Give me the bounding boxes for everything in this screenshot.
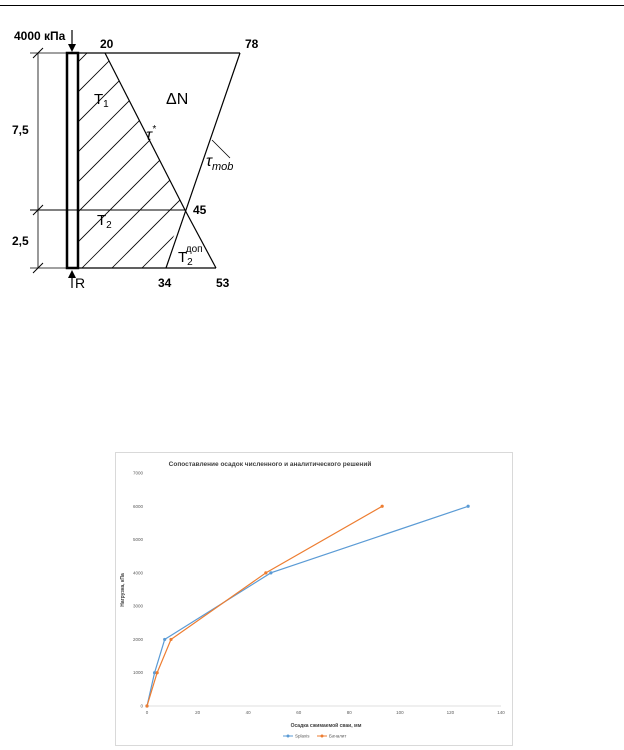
middle-value: 45: [193, 203, 207, 217]
t2-label: $T_2$: [97, 212, 112, 231]
pile-load-diagram: [0, 0, 300, 300]
tau-star-label: τ*: [146, 124, 156, 144]
chart-legend: [283, 734, 346, 739]
y-tick-label: 4000: [132, 570, 143, 576]
x-tick-label: 140: [497, 710, 505, 715]
series-point-1: [269, 571, 272, 574]
chart-title: Сопоставление осадок численного и аналитического решений: [168, 461, 372, 468]
x-tick-label: 120: [446, 710, 455, 715]
t1-label: $T_1$: [94, 91, 109, 110]
pile-body: [67, 53, 78, 268]
legend-marker: [287, 735, 290, 738]
x-tick-label: 100: [396, 710, 404, 715]
series-point-1: [163, 638, 166, 641]
chart-x-axis-label: Осадка сжимаемой сваи, мм: [290, 723, 362, 729]
top-left-value: 20: [100, 37, 114, 51]
series-point-2: [156, 671, 159, 674]
t2-dop-label: $T_2доп$: [178, 244, 203, 268]
y-tick-label: 7000: [132, 470, 143, 476]
legend-label: Splaxis: [295, 733, 310, 739]
top-right-value: 78: [245, 37, 259, 51]
legend-marker: [321, 735, 324, 738]
bottom-right-value: 53: [216, 276, 230, 290]
series-point-2: [381, 505, 384, 508]
series-line-2: [147, 506, 382, 706]
y-tick-label: 1000: [132, 670, 143, 676]
x-tick-label: 80: [346, 710, 352, 715]
y-tick-label: 6000: [132, 503, 143, 509]
tau-mob-label: $\tau_{mob}$: [206, 153, 234, 173]
chart-y-axis-label: Нагрузка, кПа: [120, 573, 126, 607]
x-tick-label: 40: [245, 710, 251, 715]
chart-svg: [116, 453, 512, 745]
tau-star-line: [105, 53, 185, 210]
dim-upper-label: 7,5: [12, 123, 29, 137]
x-tick-label: 60: [296, 710, 302, 715]
delta-n-label: ΔN: [166, 91, 189, 108]
legend-label: Бачалит: [329, 733, 347, 739]
x-tick-label: 20: [195, 710, 201, 715]
r-label: R: [75, 275, 86, 291]
y-tick-label: 0: [140, 703, 143, 709]
hatch-pattern: [0, 0, 260, 300]
diagram-svg: [0, 0, 300, 300]
settlement-chart: [115, 452, 513, 746]
series-point-2: [169, 638, 172, 641]
load-label: 4000 кПа: [14, 29, 66, 43]
y-tick-label: 5000: [132, 537, 143, 543]
bottom-left-value: 34: [158, 276, 172, 290]
series-point-1: [467, 505, 470, 508]
chart-series-group: [145, 505, 469, 708]
series-line-1: [147, 506, 468, 706]
chart-axes: [133, 471, 505, 716]
dim-lower-label: 2,5: [12, 234, 29, 248]
y-tick-label: 3000: [132, 603, 143, 609]
series-point-2: [264, 571, 267, 574]
series-point-2: [145, 704, 148, 707]
x-tick-label: 0: [145, 710, 149, 715]
y-tick-label: 2000: [132, 636, 143, 642]
